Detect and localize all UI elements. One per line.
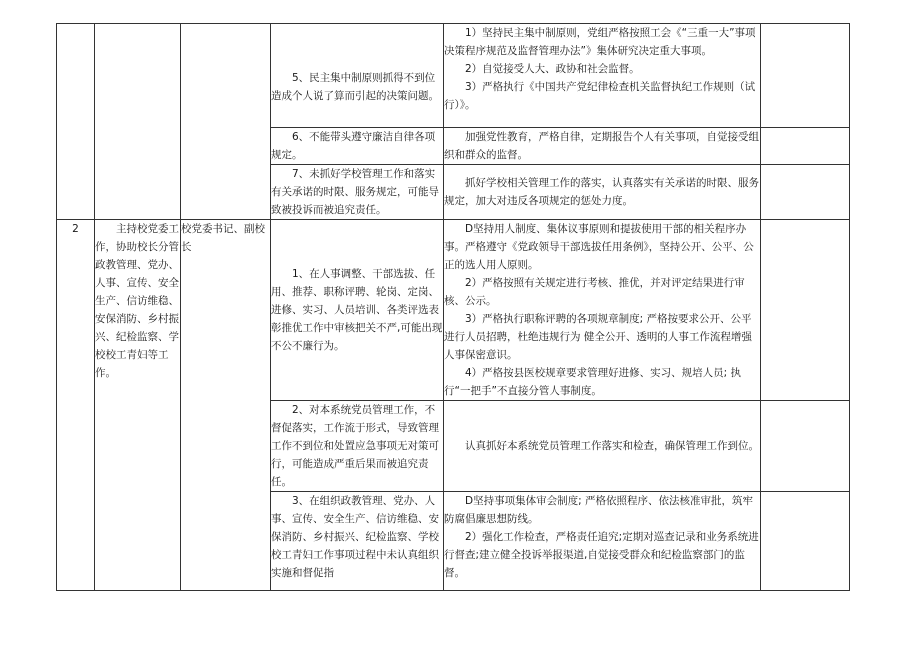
post-cell xyxy=(181,220,271,591)
measure-cell xyxy=(444,220,761,401)
measure-item: 2）严格按照有关规定进行考核、推优，并对评定结果进行审核、公示。 xyxy=(444,277,745,307)
remarks-cell xyxy=(761,401,850,492)
measure-item: 2）自觉接受人大、政协和社会监督。 xyxy=(465,63,640,75)
risk-text: 7、未抓好学校管理工作和落实有关承诺的时限、服务规定，可能导致被投诉而被追究责任。 xyxy=(271,168,439,216)
duty-cell xyxy=(95,220,181,591)
number-cell xyxy=(57,24,95,220)
measure-item: 抓好学校相关管理工作的落实，认真落实有关承诺的时限、服务规定，加大对违反各项规定的惩处力度。 xyxy=(444,177,759,207)
measure-item: 认真抓好本系统党员管理工作落实和检查，确保管理工作到位。 xyxy=(465,440,759,452)
risk-text: 5、民主集中制原则抓得不到位造成个人说了算而引起的决策问题。 xyxy=(271,71,439,102)
measure-item: 4）严格按县医校规章要求管理好进修、实习、规培人员; 执行“一把手”不直接分管人事制度。 xyxy=(444,367,742,397)
table-row xyxy=(57,220,850,401)
measure-cell xyxy=(444,401,761,492)
measure-item: 加强党性教育，严格自律，定期报告个人有关事项，自觉接受组织和群众的监督。 xyxy=(444,131,759,161)
risk-cell xyxy=(271,492,444,591)
risk-text: 1、在人事调整、干部选拔、任用、推荐、职称评聘、轮岗、定岗、进修、实习、人员培训、各类评选表彰推优工作中审核把关不严,可能出现不公不廉行为。 xyxy=(271,268,443,352)
risk-text: 3、在组织政教管理、党办、人事、宣传、安全生产、信访维稳、安保消防、乡村振兴、纪检监察、学校校工青妇工作事项过程中未认真组织实施和督促指 xyxy=(271,495,439,579)
measure-cell xyxy=(444,24,761,128)
duty-text: 主持校党委工作，协助校长分管政教管理、党办、人事、宣传、安全生产、信访维稳、安保消防、乡村振兴、纪检监察、学校校工青妇等工作。 xyxy=(95,223,179,379)
post-text: 校党委书记、副校长 xyxy=(181,223,265,253)
remarks-cell xyxy=(761,24,850,128)
risk-text: 2、对本系统党员管理工作，不督促落实，工作流于形式，导致管理工作不到位和处置应急事项无对策可行，可能造成严重后果而被追究责任。 xyxy=(271,404,439,488)
number-cell xyxy=(57,220,95,591)
table-row xyxy=(57,24,850,128)
remarks-cell xyxy=(761,128,850,165)
measure-item: D坚持用人制度、集体议事原则和提拔使用干部的相关程序办事。严格遵守《党政领导干部选拔任用条例》，坚持公开、公平、公正的选人用人原则。 xyxy=(444,223,754,271)
risk-table xyxy=(56,23,850,591)
measure-cell xyxy=(444,128,761,165)
measure-item: 1）坚持民主集中制原则，党组严格按照工会《“三重一大”事项决策程序规范及监督管理办法”》集体研究决定重大事项。 xyxy=(444,27,756,57)
risk-cell xyxy=(271,401,444,492)
remarks-cell xyxy=(761,165,850,220)
measure-item: 3）严格执行职称评聘的各项规章制度; 严格按要求公开、公平进行人员招聘，杜绝违规行为 健全公开、透明的人事工作流程增强人事保密意识。 xyxy=(444,313,752,361)
measure-cell xyxy=(444,492,761,591)
remarks-cell xyxy=(761,220,850,401)
measure-item: 3）严格执行《中国共产党纪律检查机关监督执纪工作规则（试行）》。 xyxy=(444,81,756,111)
risk-cell xyxy=(271,165,444,220)
duty-cell xyxy=(95,24,181,220)
measure-item: D坚持事项集体审会制度; 严格依照程序、依法核准审批，筑牢防腐倡廉思想防线。 xyxy=(444,495,753,525)
row-number: 2 xyxy=(72,223,79,235)
risk-cell xyxy=(271,220,444,401)
remarks-cell xyxy=(761,492,850,591)
risk-text: 6、不能带头遵守廉洁自律各项规定。 xyxy=(271,131,436,161)
risk-cell xyxy=(271,128,444,165)
measure-cell xyxy=(444,165,761,220)
risk-cell xyxy=(271,24,444,128)
measure-item: 2）强化工作检查，严格责任追究;定期对巡查记录和业务系统进行督查;建立健全投诉举报渠道,自觉接受群众和纪检监察部门的监督。 xyxy=(444,531,759,579)
post-cell xyxy=(181,24,271,220)
